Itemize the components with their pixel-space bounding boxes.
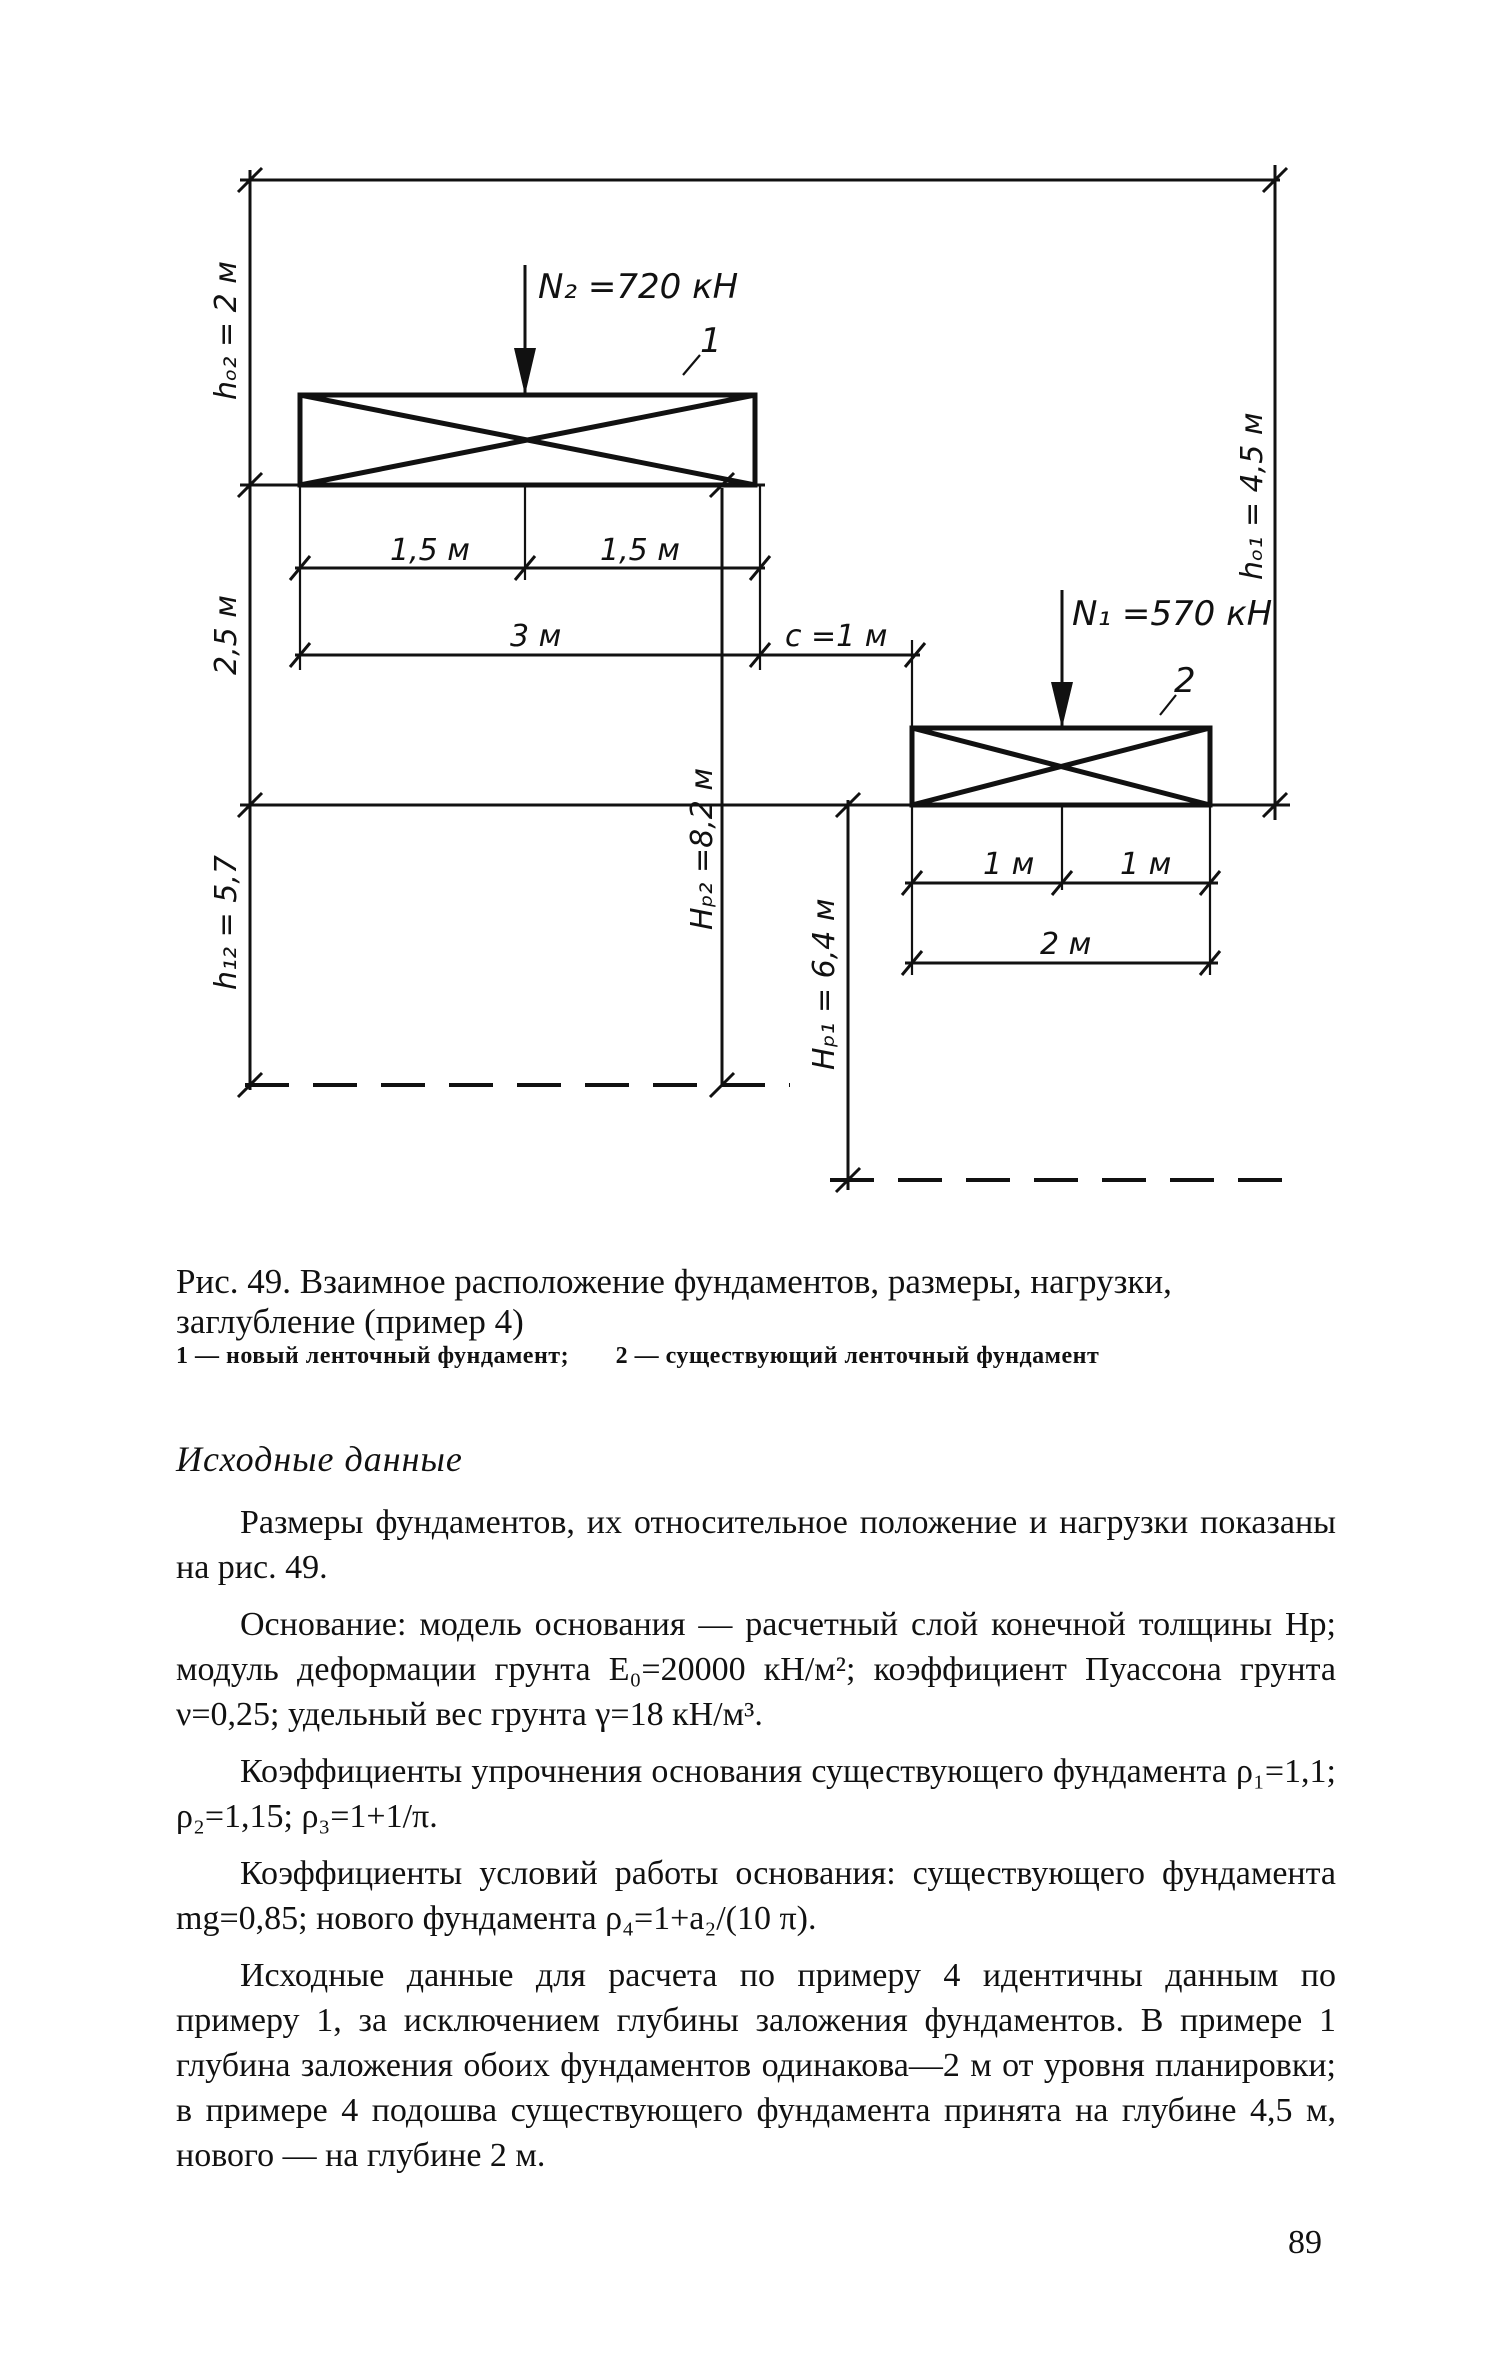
- body-text: [176, 1500, 1336, 2190]
- page-number: 89: [1288, 2224, 1322, 2261]
- load-label-new: N₂ =720 кН: [538, 267, 739, 307]
- label-width-new: 3 м: [510, 619, 562, 654]
- load-arrowhead-new: [514, 348, 536, 395]
- label-half-width-new-left: 1,5 м: [390, 533, 470, 568]
- label-h-o2: hₒ₂ = 2 м: [209, 261, 244, 400]
- label-H-p2: Hₚ₂ =8,2 м: [685, 768, 720, 930]
- figure-caption: Рис. 49. Взаимное расположение фундаментов, размеры, нагрузки, заглубление (пример 4): [176, 1262, 1172, 1341]
- label-width-existing: 2 м: [1040, 927, 1092, 962]
- paragraph: Коэффициенты условий работы основания: существующего фундамента mg=0,85; нового фундамента ρ₄=1+a₂/(10 π).: [176, 1855, 1336, 1937]
- label-gap-c: c =1 м: [785, 619, 888, 654]
- load-label-existing: N₁ =570 кН: [1072, 594, 1273, 634]
- legend-item-1: 1 — новый ленточный фундамент;: [176, 1343, 570, 1369]
- figure-legend: [176, 1343, 1336, 1370]
- marker-1: 1: [700, 321, 722, 361]
- section-title: Исходные данные: [176, 1439, 463, 1479]
- paragraph: Коэффициенты упрочнения основания существующего фундамента ρ₁=1,1; ρ₂=1,15; ρ₃=1+1/π.: [176, 1753, 1336, 1835]
- load-arrowhead-existing: [1051, 682, 1073, 728]
- label-h-12: h₁₂ = 5,7: [209, 855, 244, 990]
- label-half-width-new-right: 1,5 м: [600, 533, 680, 568]
- paragraph: Исходные данные для расчета по примеру 4 идентичны данным по примеру 1, за исключением глубины заложения фундаментов. В примере 1 глубина заложения обоих фундаментов одинакова—2 м от уровня планировки; в примере 4 подошва существующего фундамента принята на глубине 4,5 м, нового — на глубине 2 м.: [176, 1957, 1336, 2174]
- leader-1: [683, 355, 700, 375]
- label-h-o1: hₒ₁ = 4,5 м: [1235, 412, 1270, 580]
- marker-2: 2: [1174, 661, 1196, 701]
- paragraph: Размеры фундаментов, их относительное положение и нагрузки показаны на рис. 49.: [176, 1504, 1336, 1586]
- paragraph: Основание: модель основания — расчетный слой конечной толщины Hр; модуль деформации грунта E₀=20000 кН/м²; коэффициент Пуассона грунта ν=0,25; удельный вес грунта γ=18 кН/м³.: [176, 1606, 1336, 1733]
- label-half-width-existing-left: 1 м: [983, 847, 1035, 882]
- label-H-p1: Hₚ₁ = 6,4 м: [807, 898, 842, 1070]
- label-half-width-existing-right: 1 м: [1120, 847, 1172, 882]
- legend-item-2: 2 — существующий ленточный фундамент: [615, 1343, 1100, 1369]
- label-offset-2-5: 2,5 м: [209, 595, 244, 675]
